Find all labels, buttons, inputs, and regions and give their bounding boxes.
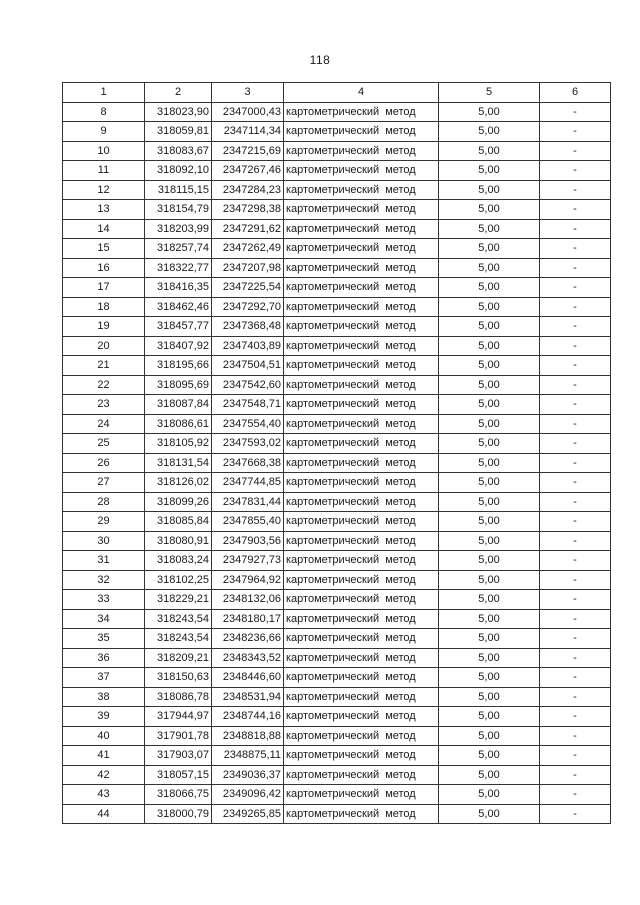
method-cell: картометрический метод	[284, 414, 439, 434]
table-row	[63, 492, 611, 512]
note-cell: -	[540, 473, 611, 493]
note-cell: -	[540, 278, 611, 298]
error-cell: 5,00	[439, 668, 540, 688]
y-coordinate-cell: 2347291,62	[212, 219, 284, 239]
table-row	[63, 765, 611, 785]
note-cell: -	[540, 219, 611, 239]
note-cell: -	[540, 492, 611, 512]
note-cell: -	[540, 161, 611, 181]
x-coordinate-cell: 318083,24	[145, 551, 212, 571]
error-cell: 5,00	[439, 278, 540, 298]
note-cell: -	[540, 629, 611, 649]
method-cell: картометрический метод	[284, 180, 439, 200]
error-cell: 5,00	[439, 317, 540, 337]
note-cell: -	[540, 317, 611, 337]
x-coordinate-cell: 318115,15	[145, 180, 212, 200]
error-cell: 5,00	[439, 707, 540, 727]
column-header-1: 1	[63, 83, 145, 103]
note-cell: -	[540, 570, 611, 590]
point-number-cell: 22	[63, 375, 145, 395]
note-cell: -	[540, 200, 611, 220]
error-cell: 5,00	[439, 765, 540, 785]
point-number-cell: 25	[63, 434, 145, 454]
method-cell: картометрический метод	[284, 492, 439, 512]
point-number-cell: 36	[63, 648, 145, 668]
x-coordinate-cell: 318095,69	[145, 375, 212, 395]
note-cell: -	[540, 668, 611, 688]
y-coordinate-cell: 2347554,40	[212, 414, 284, 434]
point-number-cell: 29	[63, 512, 145, 532]
y-coordinate-cell: 2347000,43	[212, 102, 284, 122]
table-row	[63, 453, 611, 473]
y-coordinate-cell: 2347262,49	[212, 239, 284, 259]
point-number-cell: 32	[63, 570, 145, 590]
method-cell: картометрический метод	[284, 648, 439, 668]
note-cell: -	[540, 395, 611, 415]
point-number-cell: 14	[63, 219, 145, 239]
error-cell: 5,00	[439, 453, 540, 473]
error-cell: 5,00	[439, 746, 540, 766]
point-number-cell: 17	[63, 278, 145, 298]
x-coordinate-cell: 317901,78	[145, 726, 212, 746]
method-cell: картометрический метод	[284, 687, 439, 707]
x-coordinate-cell: 318087,84	[145, 395, 212, 415]
error-cell: 5,00	[439, 180, 540, 200]
note-cell: -	[540, 180, 611, 200]
point-number-cell: 23	[63, 395, 145, 415]
note-cell: -	[540, 746, 611, 766]
x-coordinate-cell: 318154,79	[145, 200, 212, 220]
y-coordinate-cell: 2347927,73	[212, 551, 284, 571]
point-number-cell: 39	[63, 707, 145, 727]
table-row	[63, 648, 611, 668]
table-row	[63, 161, 611, 181]
column-header-2: 2	[145, 83, 212, 103]
error-cell: 5,00	[439, 492, 540, 512]
y-coordinate-cell: 2348446,60	[212, 668, 284, 688]
point-number-cell: 19	[63, 317, 145, 337]
method-cell: картометрический метод	[284, 785, 439, 805]
x-coordinate-cell: 318203,99	[145, 219, 212, 239]
x-coordinate-cell: 318229,21	[145, 590, 212, 610]
x-coordinate-cell: 318083,67	[145, 141, 212, 161]
table-row	[63, 239, 611, 259]
note-cell: -	[540, 609, 611, 629]
column-header-6: 6	[540, 83, 611, 103]
note-cell: -	[540, 785, 611, 805]
y-coordinate-cell: 2347292,70	[212, 297, 284, 317]
method-cell: картометрический метод	[284, 473, 439, 493]
x-coordinate-cell: 318099,26	[145, 492, 212, 512]
y-coordinate-cell: 2347207,98	[212, 258, 284, 278]
method-cell: картометрический метод	[284, 278, 439, 298]
table-row	[63, 804, 611, 824]
y-coordinate-cell: 2347298,38	[212, 200, 284, 220]
x-coordinate-cell: 318102,25	[145, 570, 212, 590]
x-coordinate-cell: 318457,77	[145, 317, 212, 337]
note-cell: -	[540, 512, 611, 532]
point-number-cell: 33	[63, 590, 145, 610]
method-cell: картометрический метод	[284, 317, 439, 337]
y-coordinate-cell: 2347114,34	[212, 122, 284, 142]
x-coordinate-cell: 318092,10	[145, 161, 212, 181]
error-cell: 5,00	[439, 512, 540, 532]
y-coordinate-cell: 2348343,52	[212, 648, 284, 668]
table-row	[63, 609, 611, 629]
note-cell: -	[540, 239, 611, 259]
y-coordinate-cell: 2347403,89	[212, 336, 284, 356]
y-coordinate-cell: 2348132,06	[212, 590, 284, 610]
x-coordinate-cell: 317944,97	[145, 707, 212, 727]
table-row	[63, 414, 611, 434]
note-cell: -	[540, 726, 611, 746]
point-number-cell: 38	[63, 687, 145, 707]
column-header-3: 3	[212, 83, 284, 103]
x-coordinate-cell: 318322,77	[145, 258, 212, 278]
table-row	[63, 531, 611, 551]
point-number-cell: 27	[63, 473, 145, 493]
error-cell: 5,00	[439, 785, 540, 805]
table-row	[63, 102, 611, 122]
method-cell: картометрический метод	[284, 434, 439, 454]
method-cell: картометрический метод	[284, 453, 439, 473]
x-coordinate-cell: 318131,54	[145, 453, 212, 473]
error-cell: 5,00	[439, 473, 540, 493]
table-row	[63, 590, 611, 610]
method-cell: картометрический метод	[284, 395, 439, 415]
error-cell: 5,00	[439, 141, 540, 161]
method-cell: картометрический метод	[284, 746, 439, 766]
point-number-cell: 42	[63, 765, 145, 785]
note-cell: -	[540, 687, 611, 707]
note-cell: -	[540, 336, 611, 356]
point-number-cell: 13	[63, 200, 145, 220]
error-cell: 5,00	[439, 336, 540, 356]
note-cell: -	[540, 531, 611, 551]
method-cell: картометрический метод	[284, 668, 439, 688]
y-coordinate-cell: 2348236,66	[212, 629, 284, 649]
y-coordinate-cell: 2347542,60	[212, 375, 284, 395]
error-cell: 5,00	[439, 200, 540, 220]
error-cell: 5,00	[439, 375, 540, 395]
error-cell: 5,00	[439, 102, 540, 122]
y-coordinate-cell: 2348818,88	[212, 726, 284, 746]
table-row	[63, 434, 611, 454]
y-coordinate-cell: 2347831,44	[212, 492, 284, 512]
table-row	[63, 687, 611, 707]
point-number-cell: 24	[63, 414, 145, 434]
y-coordinate-cell: 2347593,02	[212, 434, 284, 454]
point-number-cell: 8	[63, 102, 145, 122]
method-cell: картометрический метод	[284, 590, 439, 610]
note-cell: -	[540, 707, 611, 727]
method-cell: картометрический метод	[284, 219, 439, 239]
error-cell: 5,00	[439, 122, 540, 142]
table-row	[63, 122, 611, 142]
error-cell: 5,00	[439, 356, 540, 376]
method-cell: картометрический метод	[284, 122, 439, 142]
method-cell: картометрический метод	[284, 297, 439, 317]
error-cell: 5,00	[439, 590, 540, 610]
y-coordinate-cell: 2349096,42	[212, 785, 284, 805]
point-number-cell: 35	[63, 629, 145, 649]
method-cell: картометрический метод	[284, 141, 439, 161]
table-row	[63, 297, 611, 317]
point-number-cell: 30	[63, 531, 145, 551]
x-coordinate-cell: 318407,92	[145, 336, 212, 356]
method-cell: картометрический метод	[284, 609, 439, 629]
table-row	[63, 707, 611, 727]
note-cell: -	[540, 453, 611, 473]
table-row	[63, 746, 611, 766]
note-cell: -	[540, 297, 611, 317]
y-coordinate-cell: 2347548,71	[212, 395, 284, 415]
x-coordinate-cell: 318209,21	[145, 648, 212, 668]
point-number-cell: 44	[63, 804, 145, 824]
column-header-5: 5	[439, 83, 540, 103]
y-coordinate-cell: 2347225,54	[212, 278, 284, 298]
table-row	[63, 726, 611, 746]
point-number-cell: 43	[63, 785, 145, 805]
note-cell: -	[540, 122, 611, 142]
method-cell: картометрический метод	[284, 531, 439, 551]
table-header-row	[63, 83, 611, 103]
x-coordinate-cell: 318150,63	[145, 668, 212, 688]
x-coordinate-cell: 318243,54	[145, 609, 212, 629]
table-body	[63, 102, 611, 824]
y-coordinate-cell: 2347284,23	[212, 180, 284, 200]
y-coordinate-cell: 2348744,16	[212, 707, 284, 727]
x-coordinate-cell: 318105,92	[145, 434, 212, 454]
error-cell: 5,00	[439, 258, 540, 278]
column-header-4: 4	[284, 83, 439, 103]
method-cell: картометрический метод	[284, 102, 439, 122]
table-row	[63, 200, 611, 220]
error-cell: 5,00	[439, 219, 540, 239]
error-cell: 5,00	[439, 609, 540, 629]
point-number-cell: 21	[63, 356, 145, 376]
y-coordinate-cell: 2347504,51	[212, 356, 284, 376]
coordinates-table	[62, 82, 611, 824]
table-row	[63, 180, 611, 200]
method-cell: картометрический метод	[284, 570, 439, 590]
y-coordinate-cell: 2348875,11	[212, 746, 284, 766]
x-coordinate-cell: 318195,66	[145, 356, 212, 376]
x-coordinate-cell: 318126,02	[145, 473, 212, 493]
error-cell: 5,00	[439, 726, 540, 746]
error-cell: 5,00	[439, 648, 540, 668]
error-cell: 5,00	[439, 161, 540, 181]
point-number-cell: 40	[63, 726, 145, 746]
error-cell: 5,00	[439, 239, 540, 259]
table-row	[63, 512, 611, 532]
y-coordinate-cell: 2349036,37	[212, 765, 284, 785]
x-coordinate-cell: 318462,46	[145, 297, 212, 317]
point-number-cell: 12	[63, 180, 145, 200]
x-coordinate-cell: 318066,75	[145, 785, 212, 805]
y-coordinate-cell: 2347903,56	[212, 531, 284, 551]
table-row	[63, 473, 611, 493]
note-cell: -	[540, 590, 611, 610]
x-coordinate-cell: 318059,81	[145, 122, 212, 142]
point-number-cell: 9	[63, 122, 145, 142]
note-cell: -	[540, 804, 611, 824]
error-cell: 5,00	[439, 687, 540, 707]
x-coordinate-cell: 318416,35	[145, 278, 212, 298]
x-coordinate-cell: 318086,61	[145, 414, 212, 434]
table-row	[63, 629, 611, 649]
point-number-cell: 41	[63, 746, 145, 766]
error-cell: 5,00	[439, 629, 540, 649]
note-cell: -	[540, 765, 611, 785]
note-cell: -	[540, 648, 611, 668]
table-row	[63, 356, 611, 376]
point-number-cell: 20	[63, 336, 145, 356]
point-number-cell: 34	[63, 609, 145, 629]
y-coordinate-cell: 2348180,17	[212, 609, 284, 629]
note-cell: -	[540, 434, 611, 454]
y-coordinate-cell: 2347267,46	[212, 161, 284, 181]
method-cell: картометрический метод	[284, 200, 439, 220]
x-coordinate-cell: 317903,07	[145, 746, 212, 766]
y-coordinate-cell: 2347744,85	[212, 473, 284, 493]
point-number-cell: 28	[63, 492, 145, 512]
y-coordinate-cell: 2347855,40	[212, 512, 284, 532]
table-row	[63, 668, 611, 688]
method-cell: картометрический метод	[284, 239, 439, 259]
table-row	[63, 785, 611, 805]
note-cell: -	[540, 414, 611, 434]
point-number-cell: 18	[63, 297, 145, 317]
y-coordinate-cell: 2348531,94	[212, 687, 284, 707]
y-coordinate-cell: 2347964,92	[212, 570, 284, 590]
error-cell: 5,00	[439, 414, 540, 434]
x-coordinate-cell: 318000,79	[145, 804, 212, 824]
method-cell: картометрический метод	[284, 765, 439, 785]
method-cell: картометрический метод	[284, 336, 439, 356]
point-number-cell: 26	[63, 453, 145, 473]
y-coordinate-cell: 2347668,38	[212, 453, 284, 473]
table-row	[63, 317, 611, 337]
error-cell: 5,00	[439, 804, 540, 824]
note-cell: -	[540, 375, 611, 395]
note-cell: -	[540, 551, 611, 571]
error-cell: 5,00	[439, 395, 540, 415]
point-number-cell: 16	[63, 258, 145, 278]
table-row	[63, 219, 611, 239]
point-number-cell: 15	[63, 239, 145, 259]
table-row	[63, 258, 611, 278]
error-cell: 5,00	[439, 570, 540, 590]
note-cell: -	[540, 102, 611, 122]
y-coordinate-cell: 2347368,48	[212, 317, 284, 337]
note-cell: -	[540, 141, 611, 161]
y-coordinate-cell: 2347215,69	[212, 141, 284, 161]
point-number-cell: 37	[63, 668, 145, 688]
point-number-cell: 31	[63, 551, 145, 571]
method-cell: картометрический метод	[284, 356, 439, 376]
method-cell: картометрический метод	[284, 551, 439, 571]
error-cell: 5,00	[439, 531, 540, 551]
x-coordinate-cell: 318257,74	[145, 239, 212, 259]
method-cell: картометрический метод	[284, 707, 439, 727]
x-coordinate-cell: 318057,15	[145, 765, 212, 785]
y-coordinate-cell: 2349265,85	[212, 804, 284, 824]
table-row	[63, 375, 611, 395]
method-cell: картометрический метод	[284, 258, 439, 278]
note-cell: -	[540, 258, 611, 278]
x-coordinate-cell: 318080,91	[145, 531, 212, 551]
method-cell: картометрический метод	[284, 804, 439, 824]
error-cell: 5,00	[439, 434, 540, 454]
table-row	[63, 141, 611, 161]
table-row	[63, 551, 611, 571]
method-cell: картометрический метод	[284, 375, 439, 395]
x-coordinate-cell: 318086,78	[145, 687, 212, 707]
method-cell: картометрический метод	[284, 726, 439, 746]
x-coordinate-cell: 318023,90	[145, 102, 212, 122]
error-cell: 5,00	[439, 297, 540, 317]
table-row	[63, 336, 611, 356]
x-coordinate-cell: 318243,54	[145, 629, 212, 649]
table-row	[63, 278, 611, 298]
error-cell: 5,00	[439, 551, 540, 571]
table-row	[63, 570, 611, 590]
note-cell: -	[540, 356, 611, 376]
point-number-cell: 11	[63, 161, 145, 181]
table-row	[63, 395, 611, 415]
method-cell: картометрический метод	[284, 161, 439, 181]
method-cell: картометрический метод	[284, 629, 439, 649]
method-cell: картометрический метод	[284, 512, 439, 532]
page-number: 118	[309, 53, 331, 67]
point-number-cell: 10	[63, 141, 145, 161]
x-coordinate-cell: 318085,84	[145, 512, 212, 532]
